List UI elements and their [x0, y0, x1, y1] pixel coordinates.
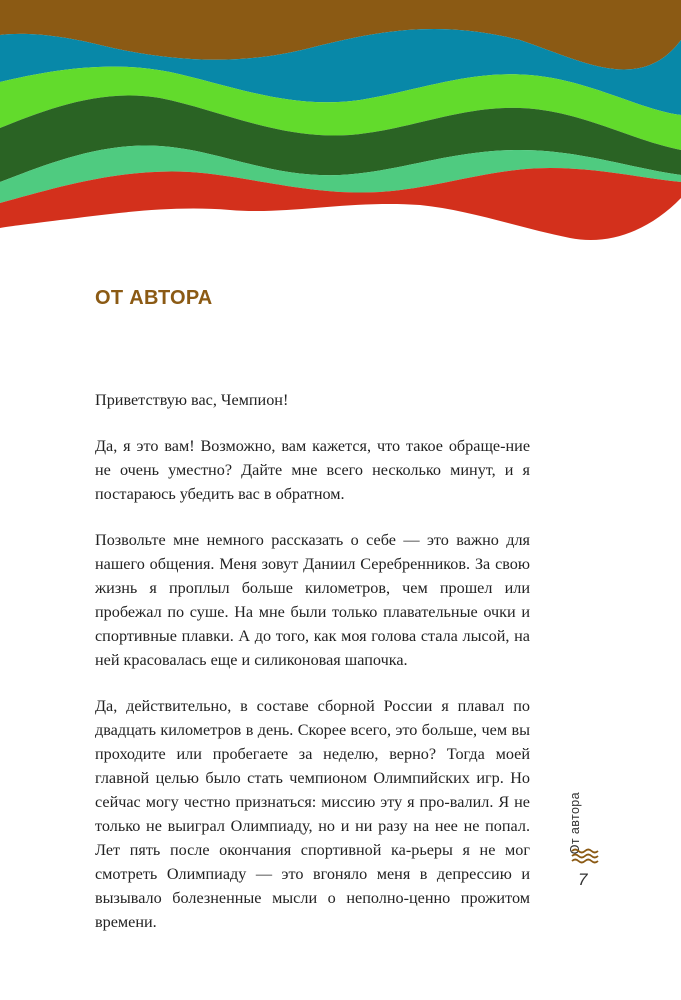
paragraph-greeting: Приветствую вас, Чемпион!: [95, 391, 289, 409]
paragraph-about: Позвольте мне немного рассказать о себе — это важно для нашего общения. Меня зовут Даниил Серебренников. За свою жизнь я проплыл больше километров, чем прошел или пробежал по суше. На мне были только плавательные очки и спортивные плавки. А до того, как моя голова стала лысой, на ней красовалась еще и силиконовая шапочка.: [95, 531, 530, 669]
section-heading: ОТ АВТОРА: [95, 287, 213, 309]
wave-stripes-decoration: [0, 0, 681, 250]
page-number: 7: [578, 870, 588, 889]
waves-icon: [571, 847, 599, 865]
running-head: От автора: [568, 792, 582, 855]
paragraph-olympics: Да, действительно, в составе сборной России я плавал по двадцать километров в день. Скорее всего, это больше, чем вы проходите или пробегаете за неделю, верно? Тогда моей главной целью было стать чемпионом Олимпийских игр. Но сейчас могу честно признаться: миссию эту я про-валил. Я не только не выиграл Олимпиаду, но и ни разу на нее не попал. Лет пять после окончания спортивной ка-рьеры я не мог смотреть Олимпиаду — это вгоняло меня в депрессию и вызывало болезненные мысли о неполно-ценно прожитом времени.: [95, 697, 530, 931]
body-text: [95, 388, 530, 956]
paragraph-intro: Да, я это вам! Возможно, вам кажется, что такое обраще-ние не очень уместно? Дайте мне всего несколько минут, и я постараюсь убедить вас в обратном.: [95, 437, 530, 503]
